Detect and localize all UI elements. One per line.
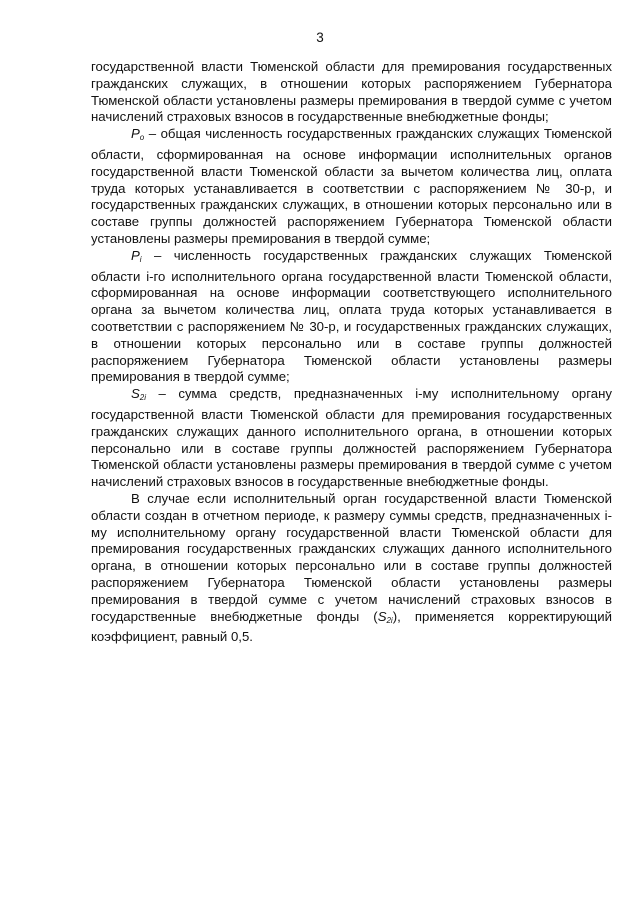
variable-symbol: P	[131, 247, 140, 263]
paragraph-continuation	[91, 59, 612, 126]
document-body	[91, 59, 612, 646]
paragraph-text-after: ), применяется корректирующий коэффициент, равный 0,5.	[91, 608, 612, 645]
definition-s2i	[91, 386, 612, 491]
paragraph-text: государственной власти Тюменской области для премирования государственных гражданских служащих, в отношении которых распоряжением Губернатора Тюменской области установлены размеры премирования в твердой сумме с учетом начислений страховых взносов в государственные внебюджетные фонды;	[91, 59, 612, 125]
variable-symbol: P	[131, 126, 140, 142]
paragraph-text-before: В случае если исполнительный орган государственной власти Тюменской области создан в отчетном периоде, к размеру суммы средств, предназначенных i-му исполнительному органу государственной власти Тюменской области для премирования государственных гражданских служащих данного исполнительного органа, в отношении которых персонально или в составе группы должностей распоряжением Губернатора Тюменской области установлены размеры премирования в твердой сумме с учетом начислений страховых взносов в государственные внебюджетные фонды (	[91, 490, 612, 624]
definition-text: – сумма средств, предназначенных i-му исполнительному органу государственной власти Тюменской области для премирования государственных гражданских служащих данного исполнительного органа, в отношении которых персонально или в составе группы должностей распоряжением Губернатора Тюменской области установлены размеры премирования в твердой сумме с учетом начислений страховых взносов в государственные внебюджетные фонды.	[91, 386, 612, 490]
page-number: 3	[316, 30, 324, 45]
definition-po	[91, 126, 612, 248]
variable-symbol: S	[377, 608, 387, 624]
variable-subscript: 2i	[139, 393, 147, 403]
variable-subscript: 2i	[386, 615, 393, 625]
definition-text: – общая численность государственных гражданских служащих Тюменской области, сформированная на основе информации исполнительных органов государственной власти Тюменской области за вычетом количества лиц, оплата труда которых устанавливается в соответствии с распоряжением № 30-р, и государственных гражданских служащих, в отношении которых персонально или в составе группы должностей распоряжением Губернатора Тюменской области установлены размеры премирования в твердой сумме;	[91, 126, 612, 246]
variable-subscript: i	[139, 254, 142, 264]
variable-symbol: S	[131, 386, 140, 402]
variable-subscript: o	[139, 133, 145, 143]
definition-text: – численность государственных гражданских служащих Тюменской области i-го исполнительного органа государственной власти Тюменской области, сформированная на основе информации соответствующего исполнительного органа за вычетом количества лиц, оплата труда которых устанавливается в соответствии с распоряжением № 30-р, и государственных гражданских служащих, в отношении которых персонально или в составе группы должностей распоряжением Губернатора Тюменской области установлены размеры премирования в твердой сумме;	[91, 247, 612, 385]
definition-pi	[91, 248, 612, 386]
correction-paragraph	[91, 491, 612, 646]
